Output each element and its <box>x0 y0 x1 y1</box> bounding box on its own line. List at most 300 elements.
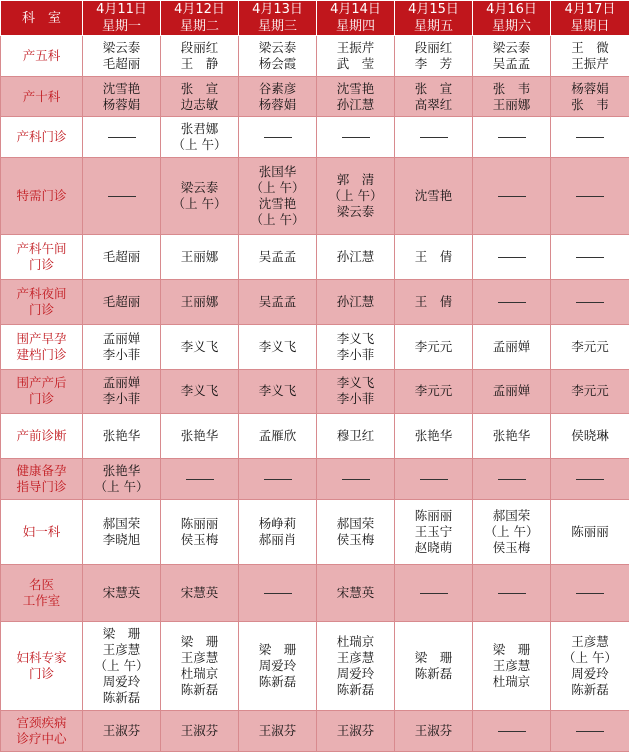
shift-cell <box>473 117 551 158</box>
shift-cell <box>551 459 629 500</box>
department-name-line: 产科午间 <box>16 241 67 257</box>
shift-cell <box>395 459 473 500</box>
shift-cell <box>317 76 395 117</box>
department-name-line: 产前诊断 <box>16 428 67 444</box>
shift-cell <box>161 324 239 369</box>
doctor-name: 杨蓉娟 <box>258 96 297 112</box>
shift-cell <box>395 36 473 77</box>
department-name <box>1 711 83 752</box>
doctor-name: 王淑芬 <box>102 723 141 739</box>
doctor-name: 李义飞 <box>336 375 375 391</box>
department-name-line: 健康备孕 <box>16 462 67 478</box>
doctor-name: 沈雪艳 <box>258 196 297 212</box>
doctor-name: 毛超丽 <box>102 293 141 309</box>
no-shift-dash <box>264 593 292 594</box>
doctor-name: 陈丽丽 <box>180 515 219 531</box>
day-header <box>239 1 317 36</box>
doctor-name: 梁云泰 <box>180 180 219 196</box>
shift-cell <box>473 711 551 752</box>
department-name <box>1 280 83 325</box>
doctor-name: 高翠红 <box>414 96 453 112</box>
schedule-row <box>1 36 629 77</box>
day-weekday: 星期一 <box>101 19 141 34</box>
department-name <box>1 324 83 369</box>
department-name-line: 围产早孕 <box>16 330 67 346</box>
shift-cell <box>239 564 317 621</box>
no-shift-dash <box>186 479 214 480</box>
no-shift-dash <box>498 731 526 732</box>
doctor-name: 李元元 <box>571 383 609 399</box>
shift-cell <box>239 324 317 369</box>
doctor-name: 王丽娜 <box>180 293 219 309</box>
doctor-name: （上 午） <box>172 137 227 153</box>
shift-cell <box>317 36 395 77</box>
shift-cell <box>161 117 239 158</box>
day-weekday: 星期四 <box>335 19 375 34</box>
no-shift-dash <box>420 593 448 594</box>
shift-cell <box>317 459 395 500</box>
doctor-name: 孟丽婵 <box>492 338 531 354</box>
doctor-name: 梁 珊 <box>258 642 297 657</box>
shift-cell <box>161 564 239 621</box>
doctor-name: 梁云泰 <box>102 39 141 55</box>
doctor-name: 孟雁欣 <box>258 428 297 444</box>
doctor-name: 张艳华 <box>492 428 531 444</box>
shift-cell <box>239 621 317 711</box>
shift-cell <box>317 499 395 564</box>
shift-cell <box>161 369 239 414</box>
department-name-line: 门诊 <box>28 391 54 407</box>
doctor-name: 周爱玲 <box>336 666 375 681</box>
doctor-name: 李元元 <box>414 383 453 399</box>
department-name <box>1 369 83 414</box>
doctor-name: 郝丽肖 <box>258 531 297 547</box>
shift-cell <box>83 499 161 564</box>
no-shift-dash <box>498 257 526 258</box>
department-name <box>1 459 83 500</box>
department-name-line: 工作室 <box>22 592 61 608</box>
department-name-line: 指导门诊 <box>16 478 67 494</box>
doctor-name: （上 午） <box>94 478 149 494</box>
doctor-name: 王振芹 <box>336 39 375 55</box>
schedule-row <box>1 499 629 564</box>
shift-cell <box>395 564 473 621</box>
no-shift-dash <box>264 137 292 138</box>
doctor-name: 陈丽丽 <box>571 523 609 539</box>
doctor-name: 梁云泰 <box>492 39 531 55</box>
doctor-name: 郝国荣 <box>492 507 531 523</box>
doctor-name: 陈新磊 <box>258 674 297 689</box>
doctor-name: 王 微 <box>571 39 609 55</box>
shift-cell <box>239 158 317 235</box>
schedule-row <box>1 280 629 325</box>
doctor-name: 陈新磊 <box>102 690 141 705</box>
day-header <box>473 1 551 36</box>
doctor-name: 宋慧英 <box>102 584 141 600</box>
shift-cell <box>317 564 395 621</box>
shift-cell <box>161 280 239 325</box>
department-name-line: 名医 <box>28 576 54 592</box>
doctor-name: 梁 珊 <box>492 642 531 657</box>
schedule-row <box>1 621 629 711</box>
schedule-row <box>1 564 629 621</box>
shift-cell <box>395 499 473 564</box>
schedule-row <box>1 235 629 280</box>
doctor-name: 郝国荣 <box>336 515 375 531</box>
doctor-name: 孙江慧 <box>336 293 375 309</box>
shift-cell <box>239 76 317 117</box>
day-weekday: 星期六 <box>491 19 531 34</box>
day-date: 4月16日 <box>486 2 537 17</box>
department-name-line: 宫颈疾病 <box>16 715 67 731</box>
doctor-name: 张君娜 <box>180 121 219 137</box>
shift-cell <box>473 76 551 117</box>
no-shift-dash <box>498 196 526 197</box>
no-shift-dash <box>108 196 136 197</box>
shift-cell <box>317 711 395 752</box>
doctor-name: 王 倩 <box>414 293 453 309</box>
shift-cell <box>239 459 317 500</box>
doctor-name: （上 午） <box>484 523 539 539</box>
shift-cell <box>473 158 551 235</box>
doctor-name: 李小菲 <box>336 346 375 362</box>
shift-cell <box>83 117 161 158</box>
schedule-row <box>1 76 629 117</box>
doctor-name: 梁云泰 <box>258 39 297 55</box>
doctor-name: （上 午） <box>328 188 383 204</box>
shift-cell <box>473 36 551 77</box>
shift-cell <box>161 459 239 500</box>
shift-cell <box>83 158 161 235</box>
day-date: 4月17日 <box>564 2 616 17</box>
shift-cell <box>551 711 629 752</box>
doctor-name: 李义飞 <box>336 330 375 346</box>
department-name <box>1 499 83 564</box>
shift-cell <box>551 235 629 280</box>
shift-cell <box>161 235 239 280</box>
shift-cell <box>161 711 239 752</box>
shift-cell <box>83 459 161 500</box>
doctor-name: 边志敏 <box>180 96 219 112</box>
department-name <box>1 621 83 711</box>
shift-cell <box>551 76 629 117</box>
shift-cell <box>473 324 551 369</box>
no-shift-dash <box>576 593 604 594</box>
no-shift-dash <box>498 479 526 480</box>
doctor-name: （上 午） <box>250 180 305 196</box>
doctor-name: 王彦慧 <box>492 658 531 673</box>
no-shift-dash <box>576 137 604 138</box>
shift-cell <box>395 117 473 158</box>
shift-cell <box>551 158 629 235</box>
doctor-name: 王淑芬 <box>180 723 219 739</box>
shift-cell <box>83 36 161 77</box>
doctor-name: 梁 珊 <box>414 650 453 665</box>
shift-cell <box>395 621 473 711</box>
department-name-line: 产科门诊 <box>16 129 67 145</box>
department-name-line: 门诊 <box>28 301 54 317</box>
doctor-name: 沈雪艳 <box>336 80 375 96</box>
day-header <box>161 1 239 36</box>
schedule-row <box>1 414 629 459</box>
doctor-name: 张 韦 <box>492 80 531 96</box>
doctor-name: 孟丽婵 <box>102 375 141 391</box>
doctor-name: 王 倩 <box>414 249 453 265</box>
no-shift-dash <box>420 479 448 480</box>
doctor-name: 孟丽婵 <box>492 383 531 399</box>
doctor-name: 王 静 <box>180 55 219 71</box>
shift-cell <box>161 36 239 77</box>
department-name <box>1 117 83 158</box>
shift-cell <box>83 280 161 325</box>
doctor-name: 杨蓉娟 <box>102 96 141 112</box>
department-name-line: 产科夜间 <box>16 285 67 301</box>
day-weekday: 星期日 <box>570 19 610 34</box>
day-date: 4月14日 <box>330 2 381 17</box>
no-shift-dash <box>576 302 604 303</box>
day-weekday: 星期三 <box>257 19 297 34</box>
shift-cell <box>473 414 551 459</box>
doctor-name: 王彦慧 <box>180 650 219 665</box>
shift-cell <box>317 324 395 369</box>
shift-cell <box>317 158 395 235</box>
day-header <box>395 1 473 36</box>
doctor-name: 周爱玲 <box>571 666 609 681</box>
no-shift-dash <box>576 257 604 258</box>
department-name-line: 围产产后 <box>16 375 67 391</box>
doctor-name: 张艳华 <box>102 428 141 444</box>
shift-cell <box>395 280 473 325</box>
shift-cell <box>317 621 395 711</box>
schedule-row <box>1 324 629 369</box>
doctor-name: 吴孟孟 <box>258 249 297 265</box>
doctor-name: 毛超丽 <box>102 55 141 71</box>
shift-cell <box>161 158 239 235</box>
doctor-name: 李元元 <box>414 338 453 354</box>
shift-cell <box>473 280 551 325</box>
no-shift-dash <box>420 137 448 138</box>
department-name-line: 妇一科 <box>22 523 61 539</box>
department-name-line: 产五科 <box>22 47 61 63</box>
shift-cell <box>161 414 239 459</box>
day-date: 4月12日 <box>174 2 225 17</box>
shift-cell <box>317 369 395 414</box>
day-date: 4月13日 <box>252 2 303 17</box>
day-header <box>551 1 629 36</box>
doctor-name: 陈新磊 <box>571 682 609 697</box>
schedule-row <box>1 459 629 500</box>
day-weekday: 星期二 <box>179 19 219 34</box>
shift-cell <box>473 621 551 711</box>
shift-cell <box>551 117 629 158</box>
shift-cell <box>551 499 629 564</box>
shift-cell <box>239 117 317 158</box>
doctor-name: 侯玉梅 <box>492 539 531 555</box>
shift-cell <box>551 280 629 325</box>
doctor-name: 张艳华 <box>102 462 141 478</box>
doctor-name: 李义飞 <box>258 383 297 399</box>
doctor-name: 杜瑞京 <box>180 666 219 681</box>
shift-cell <box>395 76 473 117</box>
no-shift-dash <box>576 479 604 480</box>
no-shift-dash <box>498 302 526 303</box>
shift-cell <box>551 324 629 369</box>
shift-cell <box>317 235 395 280</box>
doctor-name: 侯玉梅 <box>180 531 219 547</box>
doctor-name: 沈雪艳 <box>414 188 453 204</box>
doctor-name: 毛超丽 <box>102 249 141 265</box>
doctor-name: 陈新磊 <box>414 666 453 681</box>
doctor-name: 孙江慧 <box>336 96 375 112</box>
doctor-name: 李小菲 <box>336 391 375 407</box>
doctor-name: 王丽娜 <box>180 249 219 265</box>
day-date: 4月15日 <box>408 2 459 17</box>
doctor-name: 杨蓉娟 <box>571 80 609 96</box>
schedule-row <box>1 158 629 235</box>
doctor-name: 王淑芬 <box>258 723 297 739</box>
department-name-line: 妇科专家 <box>16 650 67 665</box>
doctor-name: 张国华 <box>258 164 297 180</box>
shift-cell <box>83 324 161 369</box>
shift-cell <box>83 76 161 117</box>
doctor-name: 王淑芬 <box>414 723 453 739</box>
doctor-name: 吴孟孟 <box>492 55 531 71</box>
doctor-name: 宋慧英 <box>180 584 219 600</box>
shift-cell <box>551 621 629 711</box>
doctor-name: 侯晓琳 <box>571 428 609 444</box>
no-shift-dash <box>342 479 370 480</box>
doctor-name: 王丽娜 <box>492 96 531 112</box>
schedule-row <box>1 711 629 752</box>
doctor-name: 沈雪艳 <box>102 80 141 96</box>
shift-cell <box>239 36 317 77</box>
doctor-name: 穆卫红 <box>336 428 375 444</box>
shift-cell <box>551 564 629 621</box>
shift-cell <box>395 158 473 235</box>
shift-cell <box>395 235 473 280</box>
doctor-name: 赵晓萌 <box>414 539 453 555</box>
shift-cell <box>395 369 473 414</box>
doctor-name: 张艳华 <box>414 428 453 444</box>
doctor-name: 李元元 <box>571 338 609 354</box>
doctor-name: 李 芳 <box>414 55 453 71</box>
doctor-name: 李小菲 <box>102 346 141 362</box>
shift-cell <box>239 499 317 564</box>
doctor-name: （上 午） <box>94 658 149 673</box>
shift-cell <box>161 499 239 564</box>
schedule-row <box>1 369 629 414</box>
no-shift-dash <box>576 196 604 197</box>
doctor-name: 郝国荣 <box>102 515 141 531</box>
day-header <box>83 1 161 36</box>
day-header <box>317 1 395 36</box>
department-name <box>1 76 83 117</box>
doctor-name: 王淑芬 <box>336 723 375 739</box>
doctor-name: 王彦慧 <box>102 642 141 657</box>
shift-cell <box>239 280 317 325</box>
doctor-name: 李小菲 <box>102 391 141 407</box>
doctor-name: 张 宣 <box>180 80 219 96</box>
shift-cell <box>551 369 629 414</box>
shift-cell <box>239 414 317 459</box>
doctor-name: 王玉宁 <box>414 523 453 539</box>
shift-cell <box>83 564 161 621</box>
department-name <box>1 414 83 459</box>
department-name-line: 建档门诊 <box>16 346 67 362</box>
doctor-name: 杜瑞京 <box>492 674 531 689</box>
shift-cell <box>317 117 395 158</box>
doctor-name: 陈新磊 <box>336 682 375 697</box>
no-shift-dash <box>498 593 526 594</box>
department-name-line: 门诊 <box>28 666 54 681</box>
shift-cell <box>161 621 239 711</box>
doctor-name: 郭 清 <box>336 172 375 188</box>
doctor-name: 李晓旭 <box>102 531 141 547</box>
shift-cell <box>317 414 395 459</box>
shift-cell <box>239 711 317 752</box>
doctor-name: 宋慧英 <box>336 584 375 600</box>
department-name-line: 产十科 <box>22 88 61 104</box>
doctor-name: 吴孟孟 <box>258 293 297 309</box>
shift-cell <box>161 76 239 117</box>
doctor-name: （上 午） <box>563 650 617 665</box>
doctor-name: 陈丽丽 <box>414 507 453 523</box>
shift-cell <box>395 711 473 752</box>
doctor-name: 张 韦 <box>571 96 609 112</box>
doctor-name: 段丽红 <box>180 39 219 55</box>
doctor-name: 杜瑞京 <box>336 634 375 649</box>
no-shift-dash <box>264 479 292 480</box>
doctor-name: 李义飞 <box>180 383 219 399</box>
doctor-name: 侯玉梅 <box>336 531 375 547</box>
department-name <box>1 158 83 235</box>
doctor-name: 杨会霞 <box>258 55 297 71</box>
shift-cell <box>83 369 161 414</box>
day-weekday: 星期五 <box>413 19 453 34</box>
doctor-name: 武 莹 <box>336 55 375 71</box>
shift-cell <box>473 499 551 564</box>
department-name <box>1 564 83 621</box>
doctor-name: 段丽红 <box>414 39 453 55</box>
doctor-name: 王振芹 <box>571 55 609 71</box>
shift-cell <box>551 414 629 459</box>
shift-cell <box>473 459 551 500</box>
doctor-name: 孟丽婵 <box>102 330 141 346</box>
doctor-name: 张 宣 <box>414 80 453 96</box>
doctor-name: 梁 珊 <box>180 634 219 649</box>
no-shift-dash <box>576 731 604 732</box>
day-date: 4月11日 <box>96 2 147 17</box>
shift-cell <box>473 235 551 280</box>
department-name-line: 门诊 <box>28 257 54 273</box>
schedule-row <box>1 117 629 158</box>
shift-cell <box>83 414 161 459</box>
doctor-name: 陈新磊 <box>180 682 219 697</box>
doctor-name: 孙江慧 <box>336 249 375 265</box>
department-name <box>1 235 83 280</box>
department-name-line: 特需门诊 <box>16 188 67 204</box>
doctor-name: 李义飞 <box>180 338 219 354</box>
doctor-name: 李义飞 <box>258 338 297 354</box>
doctor-name: 梁云泰 <box>336 204 375 220</box>
doctor-name: 谷素彦 <box>258 80 297 96</box>
shift-cell <box>317 280 395 325</box>
doctor-name: 周爱玲 <box>258 658 297 673</box>
dept-column-header: 科 室 <box>1 1 83 36</box>
department-name-line: 诊疗中心 <box>16 731 67 747</box>
doctor-name: 周爱玲 <box>102 674 141 689</box>
shift-cell <box>83 235 161 280</box>
